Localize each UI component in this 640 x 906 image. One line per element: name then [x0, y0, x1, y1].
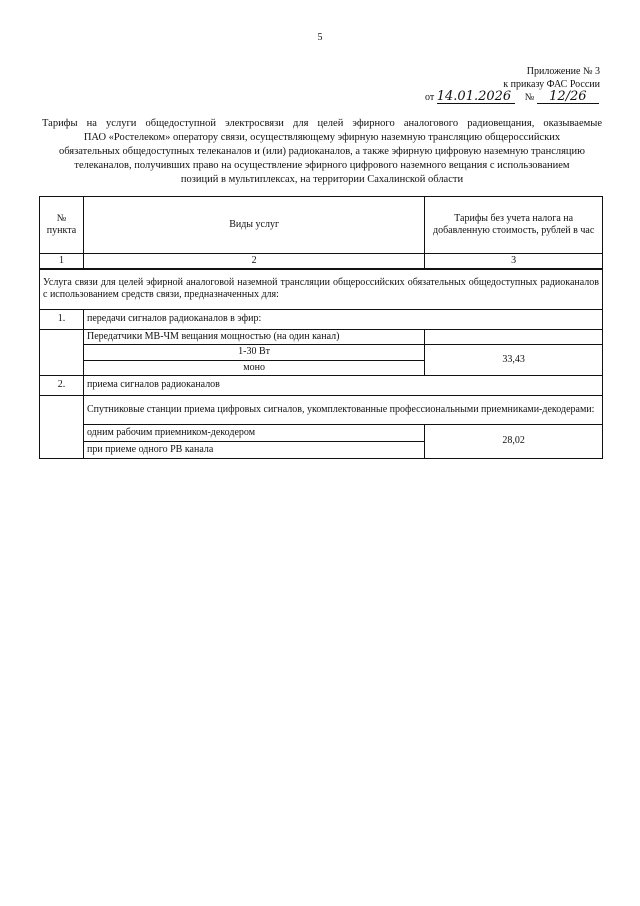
section-title: Услуга связи для целей эфирной аналоговой наземной трансляции общероссийских обязательных общедоступных радиоканалов с использованием средств связи, предназначенных для:: [40, 269, 603, 309]
tariffs-table: [39, 196, 603, 459]
appendix-header: [440, 65, 600, 91]
column-number: 3: [425, 254, 603, 270]
item-number: 2.: [40, 375, 84, 395]
appendix-title: Приложение № 3: [526, 66, 600, 77]
order-number: 12/26: [537, 91, 599, 104]
column-number-row: [40, 254, 603, 270]
column-number: 2: [83, 254, 424, 270]
sub-item-mode: моно: [83, 360, 424, 375]
table-row: [40, 309, 603, 329]
column-number: 1: [40, 254, 84, 270]
table-row: [40, 424, 603, 441]
table-row: [40, 375, 603, 395]
section-row: [40, 269, 603, 309]
document-title: [42, 117, 602, 187]
title-line: ПАО «Ростелеком» оператору связи, осуществляющему эфирную наземную трансляцию общероссийских: [83, 132, 561, 143]
sub-item-power: 1-30 Вт: [83, 344, 424, 360]
item-number: 1.: [40, 309, 84, 329]
table-row: [40, 344, 603, 360]
number-prefix: №: [524, 92, 535, 103]
table-row: [40, 395, 603, 424]
sub-item-label: Передатчики МВ-ЧМ вещания мощностью (на один канал): [83, 329, 424, 344]
sub-item-label: Спутниковые станции приема цифровых сигналов, укомплектованные профессиональными приемниками-декодерами:: [83, 395, 602, 424]
title-line: телеканалов, получивших право на осуществление эфирного цифрового наземного вещания с использованием: [74, 160, 570, 171]
empty-cell: [425, 329, 603, 344]
table-header-row: [40, 197, 603, 254]
empty-cell: [40, 329, 84, 375]
header-service-types: Виды услуг: [83, 197, 424, 254]
sub-item-channel: при приеме одного РВ канала: [83, 441, 424, 458]
tariff-value: 33,43: [425, 344, 603, 375]
sub-item-receiver: одним рабочим приемником-декодером: [83, 424, 424, 441]
order-date: 14.01.2026: [437, 91, 515, 104]
date-prefix: от: [425, 92, 435, 103]
page-number: 5: [317, 32, 323, 43]
appendix-order-ref: к приказу ФАС России: [503, 79, 600, 90]
title-line: позиций в мультиплексах, на территории Сахалинской области: [180, 174, 464, 185]
title-line: Тарифы на услуги общедоступной электросвязи для целей эфирного аналогового радиовещания, оказываемые: [42, 118, 602, 129]
item-label: передачи сигналов радиоканалов в эфир:: [83, 309, 602, 329]
item-label: приема сигналов радиоканалов: [83, 375, 602, 395]
header-tariffs: Тарифы без учета налога на добавленную стоимость, рублей в час: [425, 197, 603, 254]
header-item-number: № пункта: [40, 197, 84, 254]
tariff-value: 28,02: [425, 424, 603, 458]
table-row: [40, 329, 603, 344]
empty-cell: [40, 395, 84, 458]
order-date-number: [425, 91, 605, 104]
title-line: обязательных общедоступных телеканалов и (или) радиоканалов, а также эфирную цифровую наземную трансляцию: [58, 146, 586, 157]
